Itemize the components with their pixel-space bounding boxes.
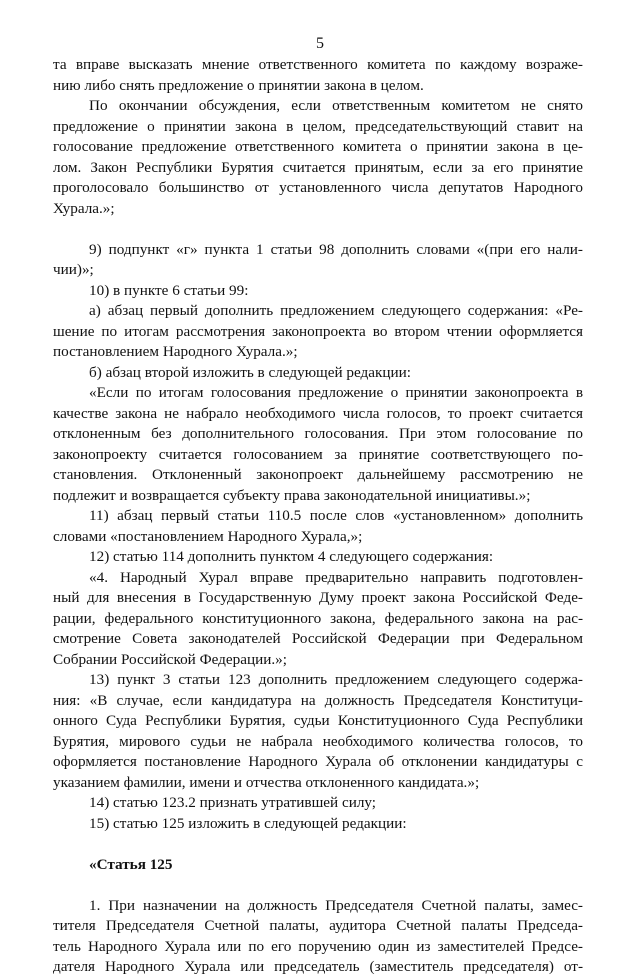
text-line: отклоненным без дополнительного голосования. При этом голосование по xyxy=(53,425,583,442)
article-heading: «Статья 125 xyxy=(89,855,173,873)
text-line: та вправе высказать мнение ответственного комитета по каждому возраже- xyxy=(53,56,583,73)
text-line: «4. Народный Хурал вправе предварительно направить подготовлен- xyxy=(89,568,583,586)
text-line: становления. Отклоненный законопроект дальнейшему рассмотрению не xyxy=(53,466,583,483)
text-line: проголосовало большинство от установленного числа депутатов Народного xyxy=(53,179,583,196)
text-line: 10) в пункте 6 статьи 99: xyxy=(89,281,249,299)
text-line: 14) статью 123.2 признать утратившей силу; xyxy=(89,794,377,811)
text-line: словами «постановлением Народного Хурала,»; xyxy=(53,527,363,545)
text-line: предложение о принятии закона в целом, председательствующий ставит на xyxy=(53,117,583,135)
text-line: указанием фамилии, имени и отчества отклоненного кандидата.»; xyxy=(53,773,480,791)
text-line: нию либо снять предложение о принятии закона в целом. xyxy=(53,76,424,94)
text-line: онного Суда Республики Бурятия, судьи Конституционного Суда Республики xyxy=(53,712,583,729)
text-line: оформляется постановление Народного Хурала об отклонении кандидатуры с xyxy=(53,753,583,770)
page-number: 5 xyxy=(316,35,324,52)
document-body xyxy=(53,55,583,978)
text-line: Бурятия, мирового судьи не набрала необходимого количества голосов, то xyxy=(53,732,583,750)
text-line: Хурала.»; xyxy=(53,199,115,217)
text-line: законопроекту считается голосованием за принятие соответствующего по- xyxy=(53,445,583,463)
text-line: смотрение Совета законодателей Российской Федерации при Федеральном xyxy=(53,630,583,647)
text-line: Собрании Российской Федерации.»; xyxy=(53,650,287,668)
blank-line xyxy=(53,219,583,240)
text-line: По окончании обсуждения, если ответственным комитетом не снято xyxy=(89,97,583,114)
text-line: постановлением Народного Хурала.»; xyxy=(53,343,298,360)
blank-line xyxy=(53,875,583,896)
text-line: б) абзац второй изложить в следующей редакции: xyxy=(89,363,411,381)
text-line: 12) статью 114 дополнить пунктом 4 следующего содержания: xyxy=(89,548,494,565)
text-line: 9) подпункт «г» пункта 1 статьи 98 дополнить словами «(при его нали- xyxy=(89,240,583,258)
text-line: «Если по итогам голосования предложение о принятии законопроекта в xyxy=(89,384,583,401)
text-line: 11) абзац первый статьи 110.5 после слов «установленном» дополнить xyxy=(89,507,583,524)
text-line: тителя Председателя Счетной палаты, аудитора Счетной палаты Председа- xyxy=(53,917,583,934)
text-line: шение по итогам рассмотрения законопроекта во втором чтении оформляется xyxy=(53,322,583,340)
text-line: ный для внесения в Государственную Думу проект закона Российской Феде- xyxy=(53,589,583,606)
text-line: дателя Народного Хурала или председатель (заместитель председателя) от- xyxy=(53,958,583,975)
text-line: 13) пункт 3 статьи 123 дополнить предложением следующего содержа- xyxy=(89,671,583,688)
text-line: подлежит и возвращается субъекту права законодательной инициативы.»; xyxy=(53,486,531,504)
text-line: качестве закона не набрало необходимого числа голосов, то проект считается xyxy=(53,404,583,422)
text-line: голосование предложение ответственного комитета о принятии закона в це- xyxy=(53,138,583,155)
text-line: чии)»; xyxy=(53,261,94,278)
text-line: 1. При назначении на должность Председателя Счетной палаты, замес- xyxy=(89,896,583,914)
text-line: лом. Закон Республики Бурятия считается принятым, если за его принятие xyxy=(53,158,583,176)
text-line: ния: «В случае, если кандидатура на должность Председателя Конституци- xyxy=(53,691,583,709)
text-line: а) абзац первый дополнить предложением следующего содержания: «Ре- xyxy=(89,302,583,319)
text-line: тель Народного Хурала или по его поручению один из заместителей Предсе- xyxy=(53,937,583,955)
text-line: 15) статью 125 изложить в следующей редакции: xyxy=(89,814,407,832)
text-line: рации, федерального конституционного закона, федерального закона на рас- xyxy=(53,609,583,627)
blank-line xyxy=(53,834,583,855)
